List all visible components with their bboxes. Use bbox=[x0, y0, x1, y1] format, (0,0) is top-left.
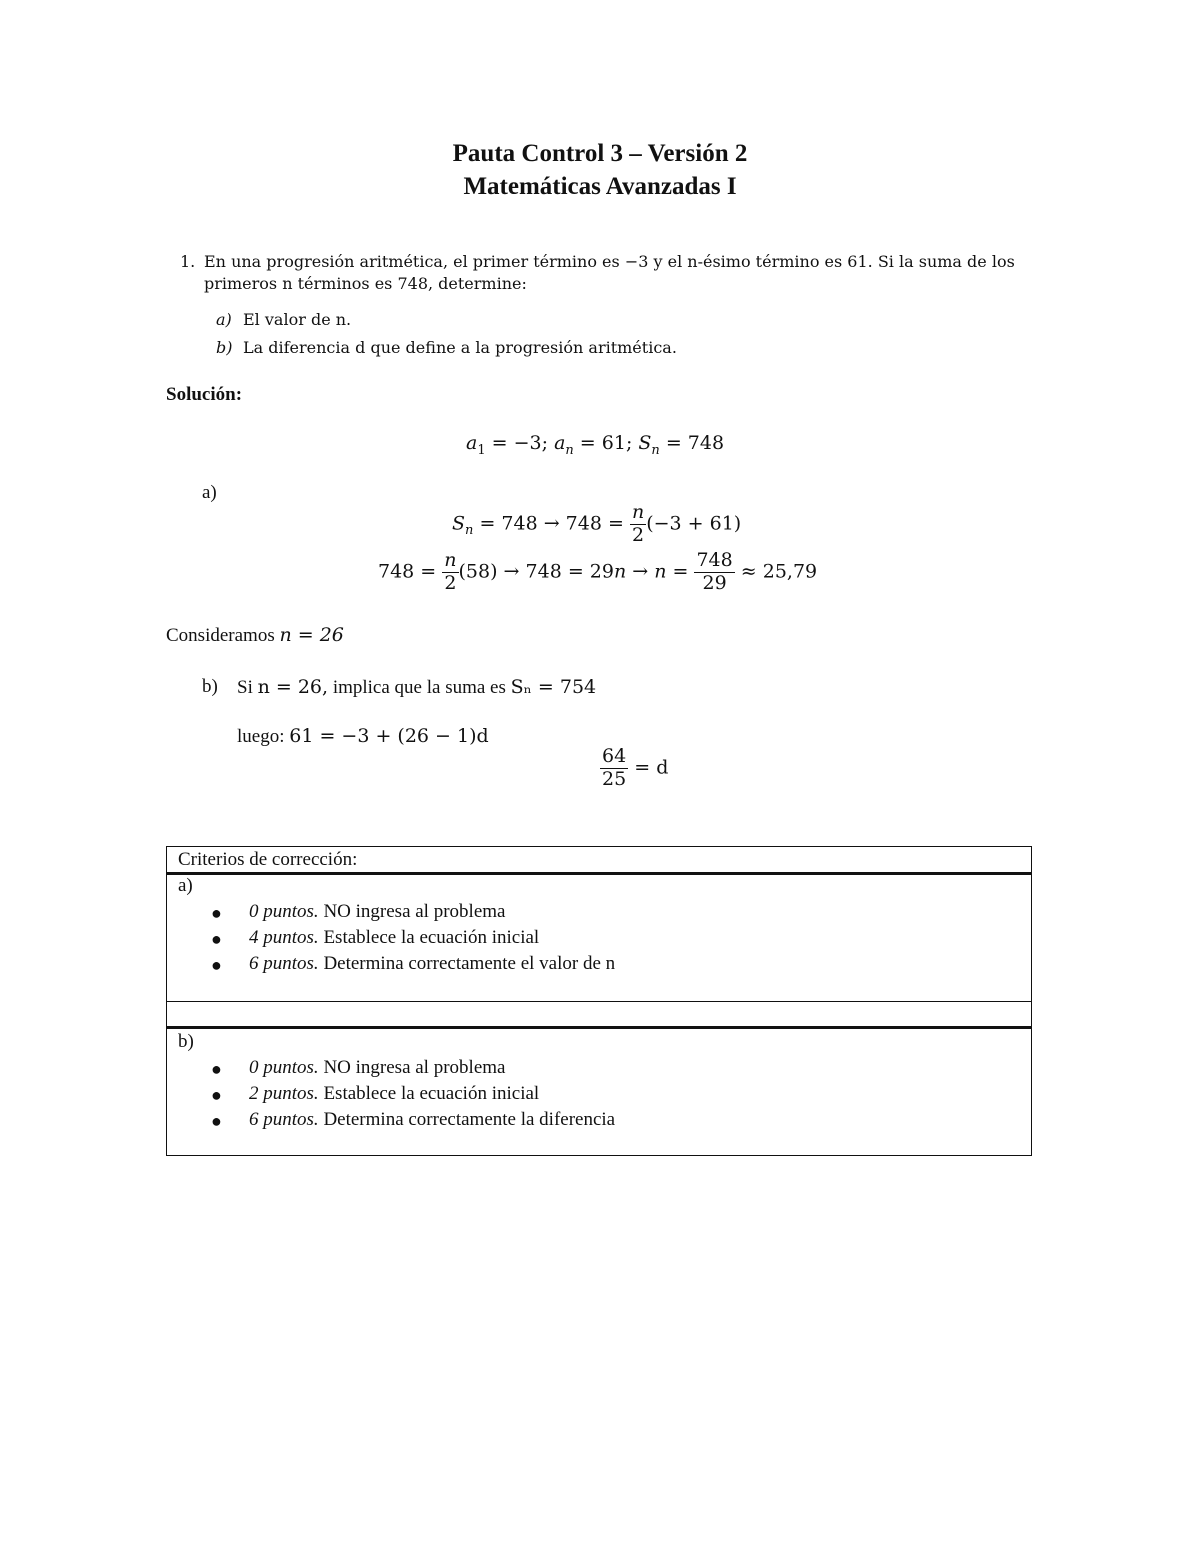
b-math2: Sₙ = 754 bbox=[510, 676, 597, 698]
criteria-a-item bbox=[249, 927, 539, 949]
final-numerator: 64 bbox=[602, 745, 627, 767]
bullet-icon: ● bbox=[211, 929, 222, 949]
page-subtitle: Matemáticas Avanzadas I bbox=[463, 173, 737, 200]
part-b-label: b) bbox=[202, 676, 218, 697]
part-a-label: a) bbox=[202, 482, 217, 503]
b-text1: Si bbox=[237, 677, 253, 698]
criteria-points: 4 puntos. bbox=[249, 927, 319, 948]
bullet-icon: ● bbox=[211, 1059, 222, 1079]
criteria-a-item bbox=[249, 901, 505, 923]
final-denominator: 25 bbox=[602, 767, 627, 790]
part-a-marker: a) bbox=[216, 310, 232, 329]
final-equation bbox=[600, 746, 668, 791]
consider-text: Consideramos bbox=[166, 625, 275, 646]
criteria-text: Establece la ecuación inicial bbox=[323, 927, 540, 948]
luego-line bbox=[237, 725, 489, 748]
criteria-b-item bbox=[249, 1109, 615, 1131]
part-b-marker: b) bbox=[216, 338, 233, 357]
problem-number: 1. bbox=[180, 252, 196, 271]
criteria-b-item bbox=[249, 1057, 505, 1079]
criteria-text: NO ingresa al problema bbox=[323, 901, 506, 922]
criteria-b-item bbox=[249, 1083, 539, 1105]
criteria-text: Establece la ecuación inicial bbox=[323, 1083, 540, 1104]
part-a-text: El valor de n. bbox=[243, 310, 352, 329]
criteria-text: Determina correctamente el valor de n bbox=[323, 953, 616, 974]
row-divider bbox=[167, 872, 1031, 875]
solution-heading: Solución: bbox=[166, 384, 243, 405]
consider-line bbox=[166, 624, 344, 647]
criteria-header: Criterios de corrección: bbox=[178, 849, 358, 870]
givens-equation: $a_1 = -3$; $a_n = 61$; $S_n = 748$ bbox=[466, 432, 725, 458]
part-b-line bbox=[237, 676, 596, 699]
criteria-points: 2 puntos. bbox=[249, 1083, 319, 1104]
problem-statement-line2: primeros n términos es 748, determine: bbox=[204, 274, 527, 293]
criteria-text: Determina correctamente la diferencia bbox=[323, 1109, 616, 1130]
criteria-points: 6 puntos. bbox=[249, 953, 319, 974]
criteria-points: 0 puntos. bbox=[249, 901, 319, 922]
part-b-text: La diferencia d que define a la progresión aritmética. bbox=[243, 338, 677, 357]
luego-text: luego: bbox=[237, 726, 285, 747]
consider-math: n = 26 bbox=[279, 624, 344, 646]
equation-n: 748 = $\frac{n}{2}$ (58) → 748 = 29n → n = $\frac{748}{29}$ ≈ 25,79 bbox=[378, 549, 818, 594]
criteria-points: 6 puntos. bbox=[249, 1109, 319, 1130]
page-title: Pauta Control 3 – Versión 2 bbox=[452, 140, 748, 167]
bullet-icon: ● bbox=[211, 903, 222, 923]
problem-statement-line1: En una progresión aritmética, el primer término es −3 y el n-ésimo término es 61. Si la suma de los bbox=[204, 252, 1015, 271]
bullet-icon: ● bbox=[211, 1085, 222, 1105]
b-text2: implica que la suma es bbox=[332, 677, 506, 698]
criteria-points: 0 puntos. bbox=[249, 1057, 319, 1078]
bullet-icon: ● bbox=[211, 955, 222, 975]
equation-sum: $S_n = 748 \to 748$ = $\frac{n}{2}$ (−3 + 61) bbox=[452, 501, 742, 546]
criteria-a-item bbox=[249, 953, 615, 975]
criteria-b-label: b) bbox=[178, 1031, 194, 1052]
b-math1: n = 26, bbox=[257, 676, 329, 698]
final-rest: = d bbox=[634, 756, 669, 779]
row-divider bbox=[167, 1026, 1031, 1029]
criteria-table bbox=[166, 846, 1032, 1156]
criteria-a-label: a) bbox=[178, 875, 193, 896]
row-divider bbox=[167, 1001, 1031, 1002]
bullet-icon: ● bbox=[211, 1111, 222, 1131]
luego-math: 61 = −3 + (26 − 1)d bbox=[289, 725, 489, 747]
criteria-text: NO ingresa al problema bbox=[323, 1057, 506, 1078]
